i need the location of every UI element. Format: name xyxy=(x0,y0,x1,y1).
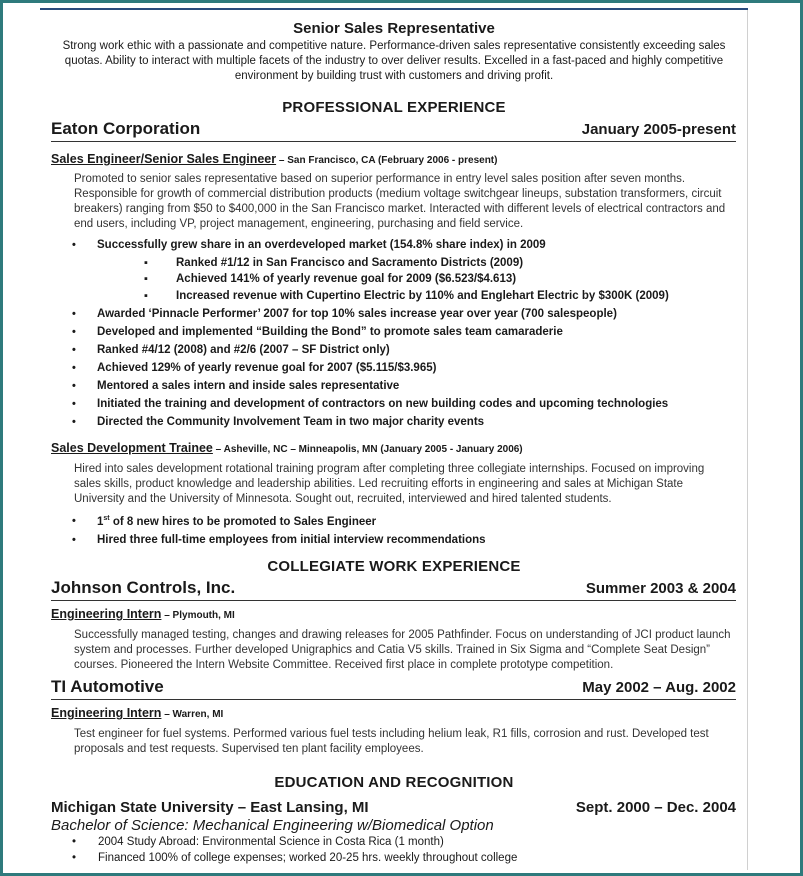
role-title: Sales Development Trainee xyxy=(51,441,213,455)
page-edge xyxy=(747,10,748,870)
company-dates: Summer 2003 & 2004 xyxy=(585,580,736,597)
company-dates: January 2005-present xyxy=(581,121,736,138)
school-name: Michigan State University – East Lansing, MI xyxy=(51,799,369,816)
role-heading xyxy=(51,706,223,720)
company-name: Eaton Corporation xyxy=(51,119,201,138)
role-title: Engineering Intern xyxy=(51,706,162,720)
degree: Bachelor of Science: Mechanical Engineering w/Biomedical Option xyxy=(51,817,494,834)
role-title: Engineering Intern xyxy=(51,607,162,621)
role-location: – Warren, MI xyxy=(161,709,224,720)
section-heading-education: EDUCATION AND RECOGNITION xyxy=(274,774,514,791)
resume-title: Senior Sales Representative xyxy=(293,20,495,37)
education-dates: Sept. 2000 – Dec. 2004 xyxy=(575,799,736,816)
role-location: – San Francisco, CA (February 2006 - present) xyxy=(276,155,498,166)
company-row-johnson xyxy=(51,578,736,601)
role-description: Successfully managed testing, changes and drawing releases for 2005 Pathfinder. Focus on understanding of JCI product launch system and processes. Further developed Unigraphics and Catia V5 skills. Trained in Six Sigma and “Complete Seat Design” courses. Pioneered the Intern Website Committee. Received first place in complete prototype competition. xyxy=(74,629,731,671)
role-heading xyxy=(51,607,235,621)
section-heading-professional: PROFESSIONAL EXPERIENCE xyxy=(282,99,506,116)
role-title: Sales Engineer/Senior Sales Engineer xyxy=(51,152,277,166)
top-rule xyxy=(40,8,748,10)
resume-page: Senior Sales Representative Strong work ethic with a passionate and competitive nature. Performance-driven sales representative consistently exceeding sales quotas. Ability to interact with multiple facets of the industry to over deliver results. Excelled in a fast-paced and highly competitive environment by building trust with customers and driving profit. PROFESSIONAL EXPERIENCE Eaton Corporation January 2005-present Sales Engineer/Senior Sales Engineer – San Francisco, CA (February 2006 - present) Promoted to senior sales representative based on superior performance in entry level sales position after seven months. Responsible for growth of commercial distribution products (medium voltage switchgear lineups, substation transformers, circuit breakers) ranging from $50 to $400,000 in the San Francisco market. Interacted with different levels of electrical contractors and end users, including VP, project management, engineering, purchasing and field service. • Successfully grew share in an overdeveloped market (154.8% share index) in 2009 ▪ Ranked #1/12 in San Francisco and Sacramento Districts (2009) ▪ Achieved 141% of yearly revenue goal for 2009 ($6.523/$4.613) ▪ Increased revenue with Cupertino Electric by 110% and Englehart Electric by $300K (2009) • Awarded ‘Pinnacle Performer’ 2007 for top 10% sales increase year over year (700 salespeople) • Developed and implemented “Building the Bond” to promote sales team camaraderie • Ranked #4/12 (2008) and #2/6 (2007 – SF District only) • Achieved 129% of yearly revenue goal for 2007 ($5.115/$3.965) • Mentored a sales intern and inside sales representative • Initiated the training and development of contractors on new building codes and upcoming technologies • Directed the Community Involvement Team in two major charity events Sales Development Trainee – Asheville, NC – Minneapolis, MN (January 2005 - January 2006) Hired into sales development rotational training program after completing three collegiate internships. Focused on improving sales skills, product knowledge and leadership abilities. Led recruiting efforts in engineering and sales at Michigan State University and the University of Minnesota. Sought out, recruited, interviewed and hired talented students. • 1st of 8 new hires to be promoted to Sales Engineer • Hired three full-time employees from initial interview recommendations COLLEGIATE WORK EXPERIENCE Johnson Controls, Inc. Summer 2003 & 2004 Engineering Intern – Plymouth, MI Successfully managed testing, changes and drawing releases for 2005 Pathfinder. Focus on understanding of JCI product launch system and processes. Further developed Unigraphics and Catia V5 skills. Trained in Six Sigma and “Complete Seat Design” courses. Pioneered the Intern Website Committee. Received first place in complete prototype competition. TI Automotive May 2002 – Aug. 2002 Engineering Intern – Warren, MI Test engineer for fuel systems. Performed various fuel tests including helium leak, R1 fills, corrosion and rust. Developed test proposals and test requests. Supervised ten plant facility employees. EDUCATION AND RECOGNITION Michigan State University – East Lansing, MI Sept. 2000 – Dec. 2004 Bachelor of Science: Mechanical Engineering w/Biomedical Option • 2004 Study Abroad: Environmental Science in Costa Rica (1 month) • Financed 100% of college expenses; worked 20-25 hrs. weekly throughout college xyxy=(40,3,748,870)
role-description: Test engineer for fuel systems. Performed various fuel tests including helium leak, R1 fills, corrosion and rust. Developed test proposals and test requests. Supervised ten plant facility employees. xyxy=(74,728,709,755)
section-heading-collegiate: COLLEGIATE WORK EXPERIENCE xyxy=(267,558,521,575)
company-name: Johnson Controls, Inc. xyxy=(51,578,236,597)
role-description: Promoted to senior sales representative based on superior performance in entry level sales position after seven months. Responsible for growth of commercial distribution products (medium voltage switchgear lineups, substation transformers, circuit breakers) ranging from $50 to $400,000 in the San Francisco market. Interacted with different levels of electrical contractors and end users, including VP, project management, engineering, purchasing and field service. xyxy=(74,173,726,230)
role-location: – Asheville, NC – Minneapolis, MN (January 2005 - January 2006) xyxy=(212,444,523,455)
role-location: – Plymouth, MI xyxy=(161,610,235,621)
summary-text: Strong work ethic with a passionate and competitive nature. Performance-driven sales representative consistently exceeding sales quotas. Ability to interact with multiple facets of the industry to over deliver results. Excelled in a fast-paced and highly competitive environment by building trust with customers and driving profit. xyxy=(62,40,726,82)
role-heading xyxy=(51,152,497,166)
company-row-eaton xyxy=(51,119,736,142)
company-dates: May 2002 – Aug. 2002 xyxy=(582,679,736,696)
role-description: Hired into sales development rotational training program after completing three collegiate internships. Focused on improving sales skills, product knowledge and leadership abilities. Led recruiting efforts in engineering and sales at Michigan State University and the University of Minnesota. Sought out, recruited, interviewed and hired talented students. xyxy=(74,463,705,505)
company-row-ti xyxy=(51,677,736,700)
company-name: TI Automotive xyxy=(51,677,164,696)
role-heading xyxy=(51,441,523,455)
